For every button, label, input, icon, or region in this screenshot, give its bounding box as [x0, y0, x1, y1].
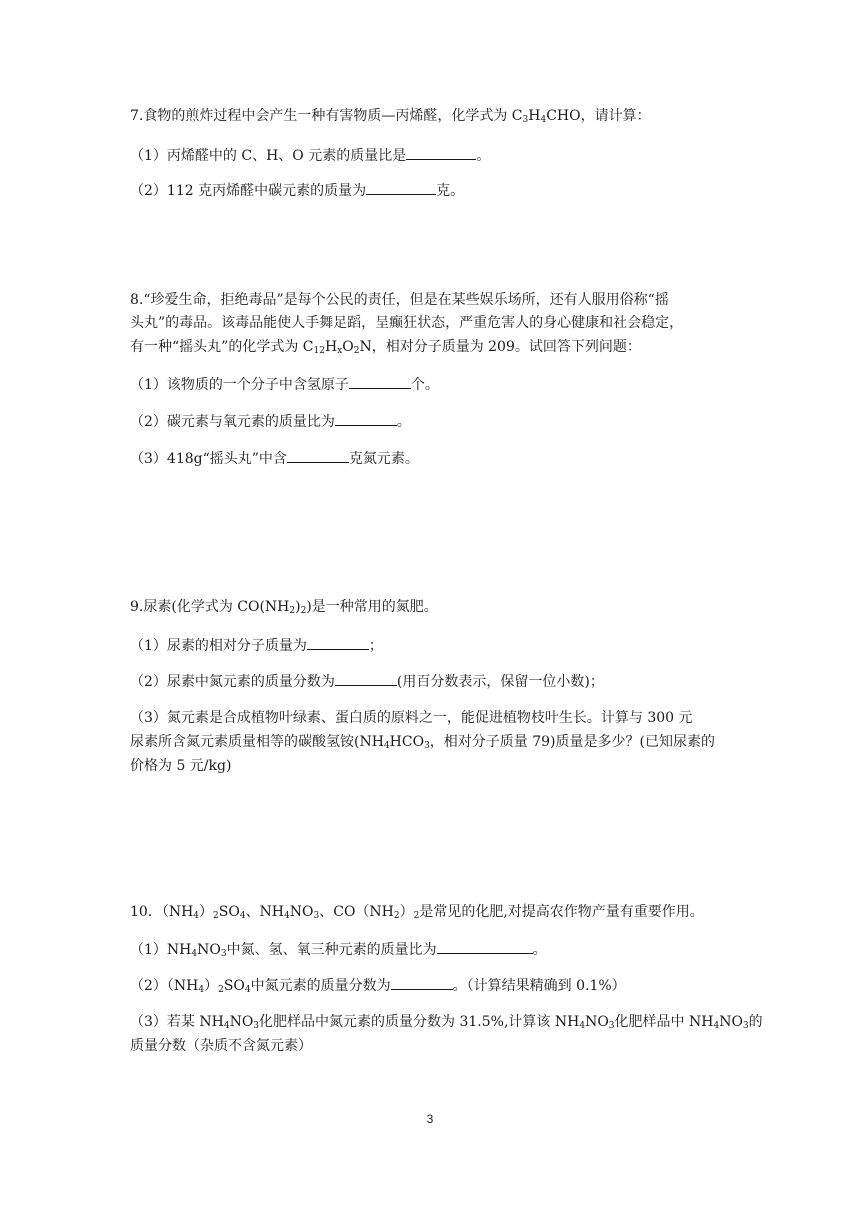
q8-part2: （2）碳元素与氧元素的质量比为 。 — [130, 411, 411, 432]
q10-part2: $(2)(NH_4)_2SO_4$中氮元素的质量分数为 。（计算结果精确到 0.1%） — [130, 975, 626, 996]
q9-part3-line1: （3）氮元素是合成植物叶绿素、蛋白质的原料之一，能促进植物枝叶生长。计算与 300 元 — [130, 710, 693, 726]
q10-stem: 10．$(NH_4)_2SO_4$、$NH_4NO_3$、$CO(NH_2)_2$是常见的化肥,对提高农作物产量有重要作用。 — [130, 904, 704, 921]
q8-part1: （1）该物质的一个分子中含氢原子 个。 — [130, 374, 439, 395]
answer-blank[interactable] — [307, 635, 369, 650]
answer-blank[interactable] — [366, 180, 436, 195]
q9-part3-line2: 尿素所含氮元素质量相等的碳酸氢铵($NH_4HCO_3$，相对分子质量 79)质量是多少？(已知尿素的 — [130, 734, 715, 751]
q10-part1: $(1)NH_4NO_3$中氮、氢、氧三种元素的质量比为 。 — [130, 939, 547, 960]
answer-blank[interactable] — [406, 145, 476, 160]
answer-blank[interactable] — [391, 975, 453, 990]
q9-stem: 9.尿素(化学式为 $CO(NH_2)_2$)是一种常用的氮肥。 — [130, 599, 438, 616]
q8-part3: （3）418g“摇头丸”中含 克氮元素。 — [130, 448, 419, 469]
answer-blank[interactable] — [335, 671, 397, 686]
answer-blank[interactable] — [335, 411, 397, 426]
answer-blank[interactable] — [349, 374, 411, 389]
q7-part1: （1）丙烯醛中的 C、H、O 元素的质量比是 。 — [130, 145, 490, 166]
q7-part2: （2）112 克丙烯醛中碳元素的质量为 克。 — [130, 180, 464, 201]
q7-stem: 7.食物的煎炸过程中会产生一种有害物质—丙烯醛，化学式为 $C_3H_4CHO$，请计算： — [130, 108, 651, 125]
q9-part2: （2）尿素中氮元素的质量分数为 (用百分数表示，保留一位小数)； — [130, 671, 604, 692]
answer-blank[interactable] — [287, 448, 349, 463]
q9-part1: （1）尿素的相对分子质量为 ； — [130, 635, 383, 656]
answer-blank[interactable] — [437, 939, 533, 954]
q10-part3-line2: 质量分数（杂质不含氮元素） — [130, 1038, 312, 1054]
q8-stem-line1: 8.“珍爱生命，拒绝毒品”是每个公民的责任，但是在某些娱乐场所，还有人服用俗称“摇 — [130, 292, 669, 308]
q8-stem-line3: 有一种“摇头丸”的化学式为 $C_{12}H_xO_2N$，相对分子质量为 209。试回答下列问题： — [130, 339, 641, 356]
page-number: 3 — [426, 1112, 434, 1126]
q10-part3-line1: （3）若某 $NH_4NO_3$化肥样品中氮元素的质量分数为 31.5%,计算该 $NH_4NO_3$化肥样品中 $NH_4NO_3$的 — [130, 1014, 763, 1031]
q8-stem-line2: 头丸”的毒品。该毒品能使人手舞足蹈，呈癫狂状态，严重危害人的身心健康和社会稳定， — [130, 315, 684, 331]
q9-part3-line3: 价格为 5 元/kg) — [130, 758, 232, 774]
